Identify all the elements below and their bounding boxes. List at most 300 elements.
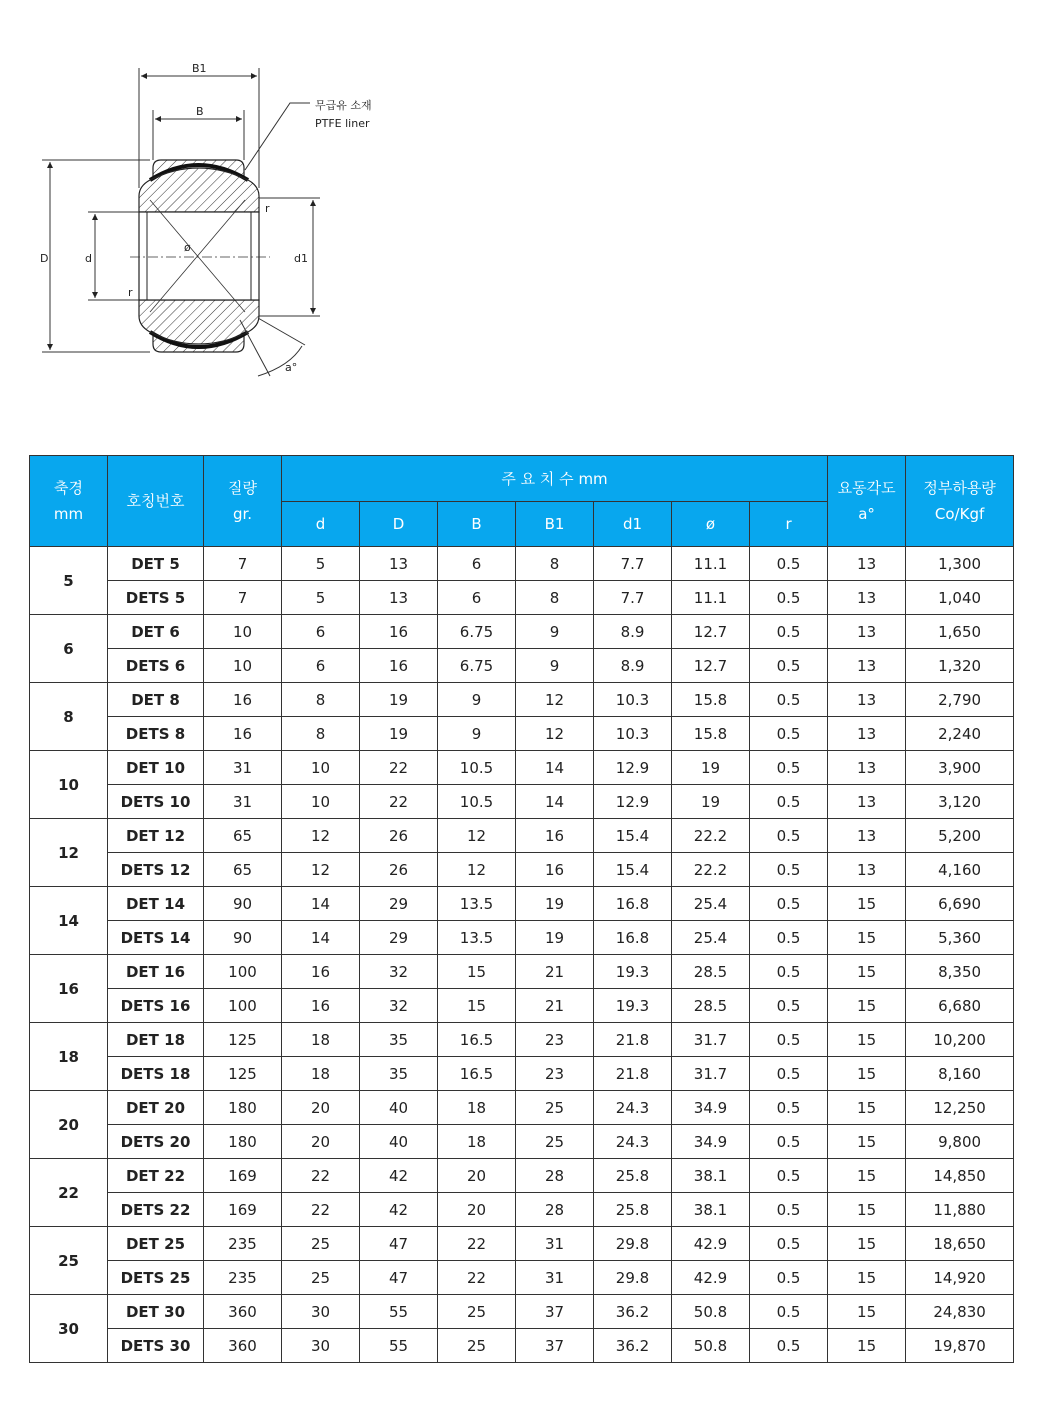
cell-load: 3,120 [906, 785, 1014, 819]
cell-d1: 10.3 [594, 683, 672, 717]
cell-d: 8 [282, 683, 360, 717]
cell-d1: 36.2 [594, 1295, 672, 1329]
cell-B: 6 [438, 547, 516, 581]
cell-model: DET 18 [108, 1023, 204, 1057]
cell-d1: 8.9 [594, 615, 672, 649]
label-B: B [196, 105, 204, 118]
cell-phi: 12.7 [672, 615, 750, 649]
cell-phi: 42.9 [672, 1261, 750, 1295]
cell-r: 0.5 [750, 547, 828, 581]
cell-B: 16.5 [438, 1023, 516, 1057]
cell-phi: 19 [672, 751, 750, 785]
table-row [30, 649, 1014, 683]
cell-r: 0.5 [750, 853, 828, 887]
cell-D: 13 [360, 581, 438, 615]
cell-B: 18 [438, 1091, 516, 1125]
cell-d1: 16.8 [594, 921, 672, 955]
cell-model: DETS 18 [108, 1057, 204, 1091]
header-dim-B: B [438, 502, 516, 547]
cell-weight: 16 [204, 717, 282, 751]
header-dim-r: r [750, 502, 828, 547]
cell-B: 13.5 [438, 921, 516, 955]
cell-weight: 65 [204, 853, 282, 887]
label-angle: a° [285, 361, 298, 374]
cell-B1: 16 [516, 819, 594, 853]
cell-weight: 360 [204, 1295, 282, 1329]
cell-model: DET 14 [108, 887, 204, 921]
table-row [30, 1295, 1014, 1329]
cell-tilt: 15 [828, 1125, 906, 1159]
cell-weight: 125 [204, 1057, 282, 1091]
cell-B1: 19 [516, 887, 594, 921]
cell-tilt: 15 [828, 1261, 906, 1295]
cell-tilt: 13 [828, 615, 906, 649]
label-liner-en: PTFE liner [315, 117, 370, 130]
cell-model: DET 22 [108, 1159, 204, 1193]
label-phi: ø [184, 241, 191, 254]
cell-B: 9 [438, 683, 516, 717]
cell-load: 12,250 [906, 1091, 1014, 1125]
table-row [30, 1329, 1014, 1363]
cell-B1: 19 [516, 921, 594, 955]
cell-B: 25 [438, 1329, 516, 1363]
cell-d1: 29.8 [594, 1227, 672, 1261]
cell-B1: 8 [516, 547, 594, 581]
bearing-spec-table [29, 455, 1014, 1363]
cell-B: 18 [438, 1125, 516, 1159]
cell-d1: 19.3 [594, 955, 672, 989]
cell-r: 0.5 [750, 683, 828, 717]
cell-model: DETS 8 [108, 717, 204, 751]
table-row [30, 751, 1014, 785]
cell-phi: 38.1 [672, 1159, 750, 1193]
label-d1: d1 [294, 252, 308, 265]
cell-d1: 12.9 [594, 751, 672, 785]
cell-load: 14,920 [906, 1261, 1014, 1295]
cell-shaft: 5 [30, 547, 108, 615]
cell-tilt: 15 [828, 1057, 906, 1091]
cell-load: 3,900 [906, 751, 1014, 785]
cell-shaft: 14 [30, 887, 108, 955]
header-shaft: 축경 mm [30, 456, 108, 547]
cell-B1: 16 [516, 853, 594, 887]
cell-weight: 10 [204, 649, 282, 683]
header-tilt: 요동각도 a° [828, 456, 906, 547]
cell-load: 24,830 [906, 1295, 1014, 1329]
cell-D: 26 [360, 853, 438, 887]
cell-weight: 10 [204, 615, 282, 649]
cell-d: 16 [282, 955, 360, 989]
cell-weight: 16 [204, 683, 282, 717]
cell-model: DET 25 [108, 1227, 204, 1261]
cell-d: 25 [282, 1261, 360, 1295]
cell-d1: 15.4 [594, 819, 672, 853]
cell-model: DET 12 [108, 819, 204, 853]
table-row [30, 1057, 1014, 1091]
cell-D: 29 [360, 921, 438, 955]
cell-d1: 24.3 [594, 1125, 672, 1159]
cell-phi: 12.7 [672, 649, 750, 683]
cell-B: 22 [438, 1227, 516, 1261]
cell-load: 2,790 [906, 683, 1014, 717]
cell-r: 0.5 [750, 921, 828, 955]
cell-weight: 7 [204, 547, 282, 581]
cell-D: 16 [360, 649, 438, 683]
cell-shaft: 22 [30, 1159, 108, 1227]
table-row [30, 819, 1014, 853]
cell-d: 14 [282, 921, 360, 955]
cell-d: 18 [282, 1023, 360, 1057]
cell-shaft: 8 [30, 683, 108, 751]
cell-B1: 14 [516, 751, 594, 785]
table-row [30, 853, 1014, 887]
cell-B1: 31 [516, 1261, 594, 1295]
cell-load: 11,880 [906, 1193, 1014, 1227]
cell-shaft: 18 [30, 1023, 108, 1091]
cell-model: DET 8 [108, 683, 204, 717]
cell-tilt: 15 [828, 1091, 906, 1125]
table-row [30, 1261, 1014, 1295]
cell-model: DETS 6 [108, 649, 204, 683]
cell-load: 6,680 [906, 989, 1014, 1023]
cell-weight: 65 [204, 819, 282, 853]
cell-tilt: 13 [828, 751, 906, 785]
cell-D: 47 [360, 1227, 438, 1261]
cell-d: 6 [282, 615, 360, 649]
cell-load: 18,650 [906, 1227, 1014, 1261]
cell-r: 0.5 [750, 1329, 828, 1363]
cell-phi: 28.5 [672, 955, 750, 989]
cell-r: 0.5 [750, 649, 828, 683]
cell-D: 47 [360, 1261, 438, 1295]
cell-d: 10 [282, 751, 360, 785]
cell-d1: 8.9 [594, 649, 672, 683]
cell-model: DETS 16 [108, 989, 204, 1023]
cell-D: 22 [360, 785, 438, 819]
cell-tilt: 13 [828, 547, 906, 581]
cell-D: 35 [360, 1057, 438, 1091]
cell-phi: 31.7 [672, 1023, 750, 1057]
cell-load: 8,160 [906, 1057, 1014, 1091]
cell-phi: 34.9 [672, 1091, 750, 1125]
cell-r: 0.5 [750, 989, 828, 1023]
header-dims-group: 주 요 치 수 mm [282, 456, 828, 502]
label-d: d [85, 252, 92, 265]
cell-load: 10,200 [906, 1023, 1014, 1057]
header-load: 정부하용량 Co/Kgf [906, 456, 1014, 547]
cell-r: 0.5 [750, 751, 828, 785]
cell-r: 0.5 [750, 955, 828, 989]
cell-D: 40 [360, 1125, 438, 1159]
cell-B: 15 [438, 955, 516, 989]
cell-model: DETS 12 [108, 853, 204, 887]
cell-weight: 235 [204, 1227, 282, 1261]
cell-phi: 34.9 [672, 1125, 750, 1159]
cell-tilt: 13 [828, 581, 906, 615]
cell-shaft: 12 [30, 819, 108, 887]
table-row [30, 887, 1014, 921]
cell-model: DET 16 [108, 955, 204, 989]
cell-d: 12 [282, 853, 360, 887]
cell-tilt: 13 [828, 819, 906, 853]
table-row [30, 615, 1014, 649]
cell-model: DET 10 [108, 751, 204, 785]
cell-r: 0.5 [750, 819, 828, 853]
cell-B: 6.75 [438, 649, 516, 683]
cell-tilt: 15 [828, 1227, 906, 1261]
cell-weight: 125 [204, 1023, 282, 1057]
cell-phi: 22.2 [672, 853, 750, 887]
cell-tilt: 13 [828, 649, 906, 683]
cell-B1: 9 [516, 649, 594, 683]
cell-load: 9,800 [906, 1125, 1014, 1159]
cell-phi: 25.4 [672, 887, 750, 921]
cell-model: DET 5 [108, 547, 204, 581]
cell-D: 13 [360, 547, 438, 581]
cell-phi: 50.8 [672, 1329, 750, 1363]
cell-phi: 11.1 [672, 581, 750, 615]
cell-weight: 169 [204, 1193, 282, 1227]
cell-B: 22 [438, 1261, 516, 1295]
cell-B1: 9 [516, 615, 594, 649]
cell-r: 0.5 [750, 615, 828, 649]
cell-B: 6.75 [438, 615, 516, 649]
table-row [30, 1125, 1014, 1159]
cell-weight: 180 [204, 1125, 282, 1159]
cell-B: 10.5 [438, 785, 516, 819]
cell-d1: 10.3 [594, 717, 672, 751]
cell-d1: 19.3 [594, 989, 672, 1023]
cell-D: 16 [360, 615, 438, 649]
cell-load: 19,870 [906, 1329, 1014, 1363]
cell-shaft: 10 [30, 751, 108, 819]
header-dim-phi: ø [672, 502, 750, 547]
cell-model: DETS 10 [108, 785, 204, 819]
label-r-top: r [265, 202, 270, 215]
header-dim-D: D [360, 502, 438, 547]
cell-tilt: 13 [828, 853, 906, 887]
cell-D: 40 [360, 1091, 438, 1125]
label-liner-ko: 무급유 소재 [315, 99, 372, 112]
cell-phi: 28.5 [672, 989, 750, 1023]
cell-B1: 12 [516, 683, 594, 717]
header-dim-B1: B1 [516, 502, 594, 547]
header-weight: 질량 gr. [204, 456, 282, 547]
cell-B1: 21 [516, 989, 594, 1023]
cell-r: 0.5 [750, 1295, 828, 1329]
cell-tilt: 15 [828, 989, 906, 1023]
table-row [30, 1091, 1014, 1125]
cell-r: 0.5 [750, 1261, 828, 1295]
cell-d: 22 [282, 1159, 360, 1193]
cell-B: 15 [438, 989, 516, 1023]
cell-d: 8 [282, 717, 360, 751]
label-B1: B1 [192, 62, 207, 75]
cell-model: DET 20 [108, 1091, 204, 1125]
spec-table-body [30, 547, 1014, 1363]
cell-load: 1,650 [906, 615, 1014, 649]
cell-B1: 21 [516, 955, 594, 989]
cell-B: 6 [438, 581, 516, 615]
cell-model: DETS 22 [108, 1193, 204, 1227]
table-row [30, 955, 1014, 989]
cell-phi: 31.7 [672, 1057, 750, 1091]
cell-B: 13.5 [438, 887, 516, 921]
cell-tilt: 15 [828, 887, 906, 921]
cell-D: 26 [360, 819, 438, 853]
cell-r: 0.5 [750, 717, 828, 751]
cell-D: 22 [360, 751, 438, 785]
cell-shaft: 16 [30, 955, 108, 1023]
cell-D: 19 [360, 683, 438, 717]
table-row [30, 547, 1014, 581]
table-row [30, 989, 1014, 1023]
cell-d: 5 [282, 581, 360, 615]
header-model: 호칭번호 [108, 456, 204, 547]
cell-d1: 7.7 [594, 547, 672, 581]
cell-tilt: 15 [828, 1329, 906, 1363]
cell-r: 0.5 [750, 1227, 828, 1261]
cell-B: 12 [438, 853, 516, 887]
cell-tilt: 15 [828, 1295, 906, 1329]
cell-load: 14,850 [906, 1159, 1014, 1193]
cell-model: DETS 14 [108, 921, 204, 955]
cell-d: 20 [282, 1091, 360, 1125]
cell-weight: 31 [204, 751, 282, 785]
table-row [30, 581, 1014, 615]
cell-d1: 25.8 [594, 1159, 672, 1193]
cell-B: 12 [438, 819, 516, 853]
header-dim-d1: d1 [594, 502, 672, 547]
table-row [30, 1159, 1014, 1193]
cell-d1: 21.8 [594, 1023, 672, 1057]
cell-tilt: 13 [828, 717, 906, 751]
cell-weight: 90 [204, 887, 282, 921]
cell-r: 0.5 [750, 1023, 828, 1057]
cell-d1: 15.4 [594, 853, 672, 887]
cell-tilt: 13 [828, 683, 906, 717]
cell-load: 8,350 [906, 955, 1014, 989]
cell-d: 20 [282, 1125, 360, 1159]
table-row [30, 683, 1014, 717]
cell-weight: 7 [204, 581, 282, 615]
cell-B: 20 [438, 1193, 516, 1227]
cell-d: 14 [282, 887, 360, 921]
cell-weight: 90 [204, 921, 282, 955]
cell-B1: 28 [516, 1193, 594, 1227]
cell-D: 35 [360, 1023, 438, 1057]
cell-load: 1,300 [906, 547, 1014, 581]
cell-r: 0.5 [750, 1193, 828, 1227]
cell-tilt: 15 [828, 921, 906, 955]
cell-tilt: 15 [828, 1023, 906, 1057]
cell-model: DET 30 [108, 1295, 204, 1329]
cell-B: 20 [438, 1159, 516, 1193]
cell-tilt: 15 [828, 1159, 906, 1193]
cell-B: 9 [438, 717, 516, 751]
cell-shaft: 20 [30, 1091, 108, 1159]
cell-shaft: 25 [30, 1227, 108, 1295]
cell-model: DETS 25 [108, 1261, 204, 1295]
cell-B1: 23 [516, 1057, 594, 1091]
cell-D: 19 [360, 717, 438, 751]
cell-B1: 25 [516, 1091, 594, 1125]
cell-B1: 25 [516, 1125, 594, 1159]
cell-load: 1,320 [906, 649, 1014, 683]
cell-B1: 31 [516, 1227, 594, 1261]
cell-phi: 42.9 [672, 1227, 750, 1261]
cell-weight: 31 [204, 785, 282, 819]
cell-shaft: 30 [30, 1295, 108, 1363]
cell-d1: 12.9 [594, 785, 672, 819]
cell-weight: 180 [204, 1091, 282, 1125]
cell-r: 0.5 [750, 1159, 828, 1193]
cell-d: 22 [282, 1193, 360, 1227]
cell-d: 25 [282, 1227, 360, 1261]
cell-D: 42 [360, 1193, 438, 1227]
cell-weight: 235 [204, 1261, 282, 1295]
cell-d: 5 [282, 547, 360, 581]
table-row [30, 785, 1014, 819]
cell-D: 32 [360, 989, 438, 1023]
cell-phi: 19 [672, 785, 750, 819]
cell-D: 29 [360, 887, 438, 921]
cell-B: 16.5 [438, 1057, 516, 1091]
cell-load: 2,240 [906, 717, 1014, 751]
cell-B1: 37 [516, 1295, 594, 1329]
cell-load: 1,040 [906, 581, 1014, 615]
cell-r: 0.5 [750, 581, 828, 615]
table-row [30, 1193, 1014, 1227]
cell-r: 0.5 [750, 1091, 828, 1125]
table-row [30, 1023, 1014, 1057]
cell-model: DETS 20 [108, 1125, 204, 1159]
table-row [30, 717, 1014, 751]
cell-B1: 8 [516, 581, 594, 615]
label-D: D [40, 252, 49, 265]
cell-B: 25 [438, 1295, 516, 1329]
cell-phi: 15.8 [672, 717, 750, 751]
header-dim-d: d [282, 502, 360, 547]
cell-weight: 169 [204, 1159, 282, 1193]
label-r-bottom: r [128, 286, 133, 299]
cell-tilt: 15 [828, 1193, 906, 1227]
cell-D: 42 [360, 1159, 438, 1193]
cell-d: 6 [282, 649, 360, 683]
cell-load: 6,690 [906, 887, 1014, 921]
cell-model: DETS 30 [108, 1329, 204, 1363]
cell-d1: 36.2 [594, 1329, 672, 1363]
cell-B1: 14 [516, 785, 594, 819]
cell-d: 30 [282, 1295, 360, 1329]
cell-r: 0.5 [750, 887, 828, 921]
cell-phi: 15.8 [672, 683, 750, 717]
cell-d1: 25.8 [594, 1193, 672, 1227]
cell-d: 16 [282, 989, 360, 1023]
cell-tilt: 13 [828, 785, 906, 819]
cell-B1: 23 [516, 1023, 594, 1057]
cell-d: 12 [282, 819, 360, 853]
cell-tilt: 15 [828, 955, 906, 989]
cell-phi: 11.1 [672, 547, 750, 581]
cell-B1: 37 [516, 1329, 594, 1363]
cell-D: 55 [360, 1329, 438, 1363]
cell-D: 32 [360, 955, 438, 989]
cell-D: 55 [360, 1295, 438, 1329]
cell-model: DET 6 [108, 615, 204, 649]
cell-B: 10.5 [438, 751, 516, 785]
cell-phi: 38.1 [672, 1193, 750, 1227]
